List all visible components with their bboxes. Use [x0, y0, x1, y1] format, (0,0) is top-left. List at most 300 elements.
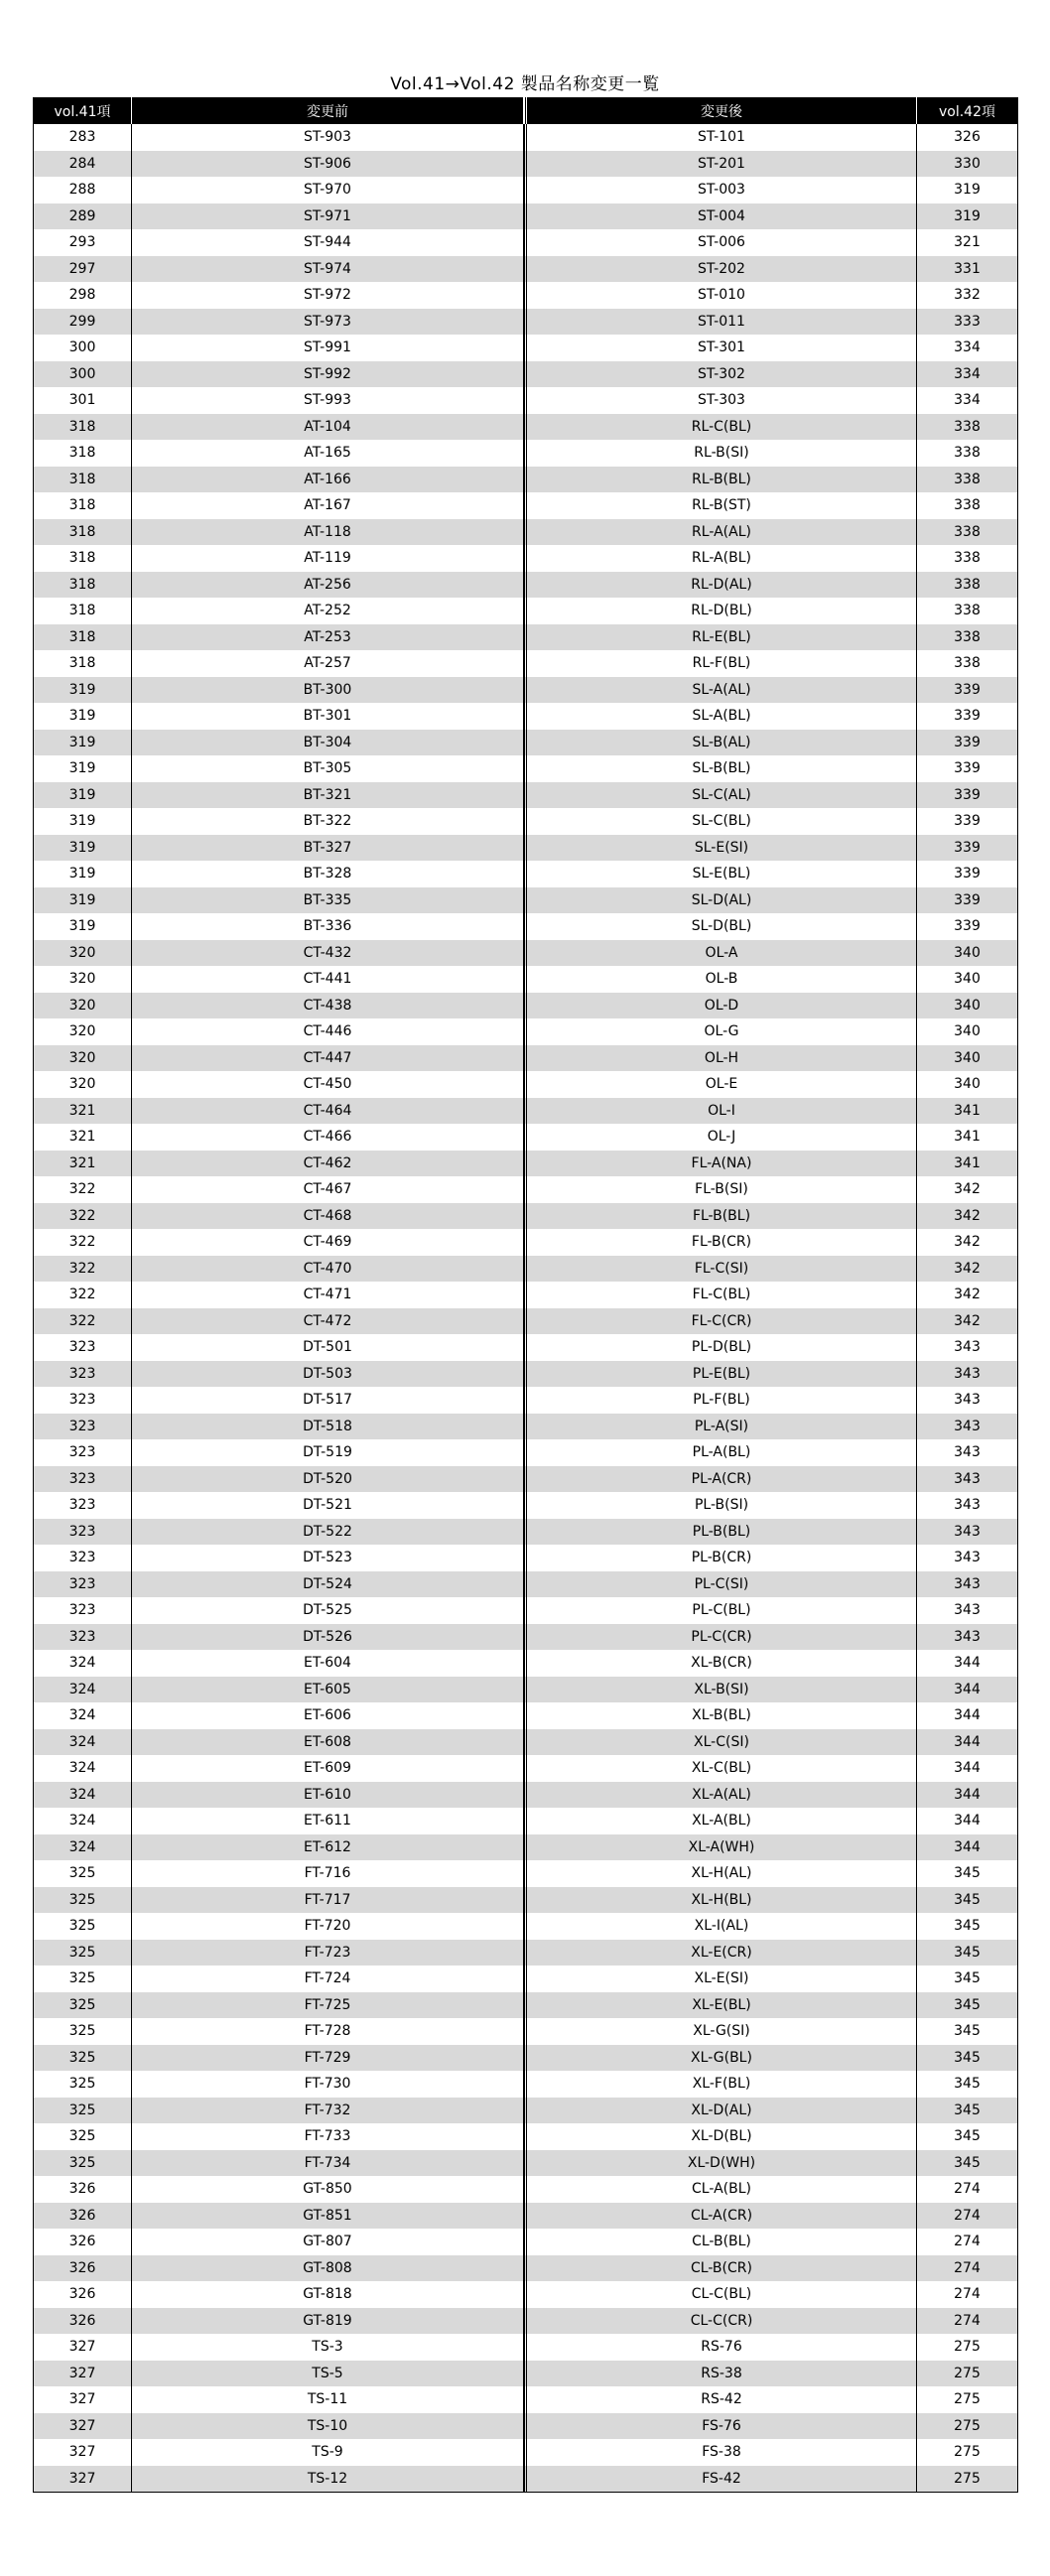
- before-name-cell: AT-253: [132, 624, 524, 651]
- before-name-cell: CT-467: [132, 1176, 524, 1203]
- table-row: [34, 282, 1017, 309]
- after-name-cell: CL-B(CR): [524, 2255, 917, 2282]
- after-name-cell: SL-A(BL): [524, 703, 917, 730]
- table-row: [34, 1282, 1017, 1308]
- table-row: [34, 2334, 1017, 2361]
- table-row: [34, 1018, 1017, 1045]
- after-name-cell: RS-76: [524, 2334, 917, 2361]
- table-row: [34, 2018, 1017, 2045]
- vol42-page-cell: 334: [954, 392, 981, 409]
- table-row: [34, 913, 1017, 940]
- after-name-cell: RL-C(BL): [524, 414, 917, 441]
- after-name-cell: XL-D(WH): [524, 2150, 917, 2177]
- after-name-cell: PL-C(CR): [524, 1624, 917, 1651]
- after-name-cell: FL-A(NA): [524, 1151, 917, 1177]
- vol41-page-cell: 323: [34, 1414, 132, 1440]
- vol41-page-cell: 293: [34, 229, 132, 256]
- vol42-page-cell: 332: [954, 287, 981, 304]
- table-row: [34, 2361, 1017, 2387]
- before-name-cell: TS-11: [132, 2386, 524, 2413]
- table-row: [34, 650, 1017, 677]
- table-row: [34, 1887, 1017, 1914]
- vol41-page-cell: 325: [34, 2123, 132, 2150]
- vol41-page-cell: 327: [34, 2361, 132, 2387]
- table-row: [34, 1098, 1017, 1125]
- vol42-page-cell: 342: [954, 1287, 981, 1303]
- vol42-page-cell: 334: [954, 365, 981, 382]
- vol42-page-cell: 342: [954, 1207, 981, 1224]
- vol41-page-cell: 284: [34, 151, 132, 178]
- table-row: [34, 2255, 1017, 2282]
- vol41-page-cell: 325: [34, 1992, 132, 2019]
- vol42-page-cell: 344: [954, 1786, 981, 1803]
- before-name-cell: BT-301: [132, 703, 524, 730]
- after-name-cell: SL-E(BL): [524, 861, 917, 887]
- vol41-page-cell: 323: [34, 1334, 132, 1361]
- vol41-page-cell: 298: [34, 282, 132, 309]
- vol42-page-cell: 334: [954, 339, 981, 356]
- vol41-page-cell: 320: [34, 1045, 132, 1072]
- vol41-page-cell: 319: [34, 782, 132, 809]
- table-row: [34, 519, 1017, 546]
- vol41-page-cell: 326: [34, 2255, 132, 2282]
- vol41-page-cell: 320: [34, 1071, 132, 1098]
- table-row: [34, 440, 1017, 467]
- after-name-cell: OL-I: [524, 1098, 917, 1125]
- table-row: [34, 1387, 1017, 1414]
- after-name-cell: RL-E(BL): [524, 624, 917, 651]
- vol41-page-cell: 301: [34, 387, 132, 414]
- vol41-page-cell: 321: [34, 1124, 132, 1151]
- before-name-cell: ET-605: [132, 1677, 524, 1703]
- vol42-page-cell: 343: [954, 1418, 981, 1434]
- vol42-page-cell: 319: [954, 182, 981, 199]
- before-name-cell: ST-992: [132, 361, 524, 388]
- table-row: [34, 414, 1017, 441]
- table-row: [34, 1151, 1017, 1177]
- vol41-page-cell: 300: [34, 361, 132, 388]
- vol42-page-cell: 343: [954, 1470, 981, 1487]
- before-name-cell: DT-503: [132, 1361, 524, 1388]
- vol41-page-cell: 319: [34, 677, 132, 704]
- table-body: [34, 124, 1017, 2492]
- vol41-page-cell: 319: [34, 913, 132, 940]
- after-name-cell: OL-G: [524, 1018, 917, 1045]
- vol42-page-cell: 330: [954, 155, 981, 172]
- after-name-cell: XL-E(SI): [524, 1966, 917, 1992]
- table-row: [34, 1702, 1017, 1729]
- before-name-cell: GT-818: [132, 2281, 524, 2308]
- vol41-page-cell: 318: [34, 650, 132, 677]
- before-name-cell: DT-518: [132, 1414, 524, 1440]
- header-vol41-page: vol.41項: [34, 97, 132, 124]
- after-name-cell: XL-D(BL): [524, 2123, 917, 2150]
- vol41-page-cell: 324: [34, 1677, 132, 1703]
- table-row: [34, 2045, 1017, 2072]
- vol41-page-cell: 327: [34, 2386, 132, 2413]
- before-name-cell: CT-432: [132, 940, 524, 967]
- table-row: [34, 1229, 1017, 1256]
- vol42-page-cell: 340: [954, 971, 981, 988]
- after-name-cell: ST-003: [524, 177, 917, 203]
- vol41-page-cell: 318: [34, 598, 132, 624]
- vol42-page-cell: 344: [954, 1681, 981, 1697]
- after-name-cell: RL-B(SI): [524, 440, 917, 467]
- after-name-cell: CL-B(BL): [524, 2229, 917, 2255]
- table-row: [34, 1334, 1017, 1361]
- table-row: [34, 2439, 1017, 2466]
- after-name-cell: ST-301: [524, 335, 917, 361]
- before-name-cell: BT-322: [132, 808, 524, 835]
- vol42-page-cell: 339: [954, 918, 981, 935]
- after-name-cell: OL-J: [524, 1124, 917, 1151]
- table-row: [34, 598, 1017, 624]
- before-name-cell: AT-256: [132, 572, 524, 599]
- before-name-cell: GT-850: [132, 2176, 524, 2203]
- vol42-page-cell: 343: [954, 1392, 981, 1409]
- vol42-page-cell: 340: [954, 1023, 981, 1040]
- before-name-cell: BT-335: [132, 887, 524, 914]
- before-name-cell: GT-819: [132, 2308, 524, 2335]
- after-name-cell: OL-H: [524, 1045, 917, 1072]
- before-name-cell: FT-732: [132, 2098, 524, 2124]
- before-name-cell: DT-501: [132, 1334, 524, 1361]
- before-name-cell: FT-733: [132, 2123, 524, 2150]
- table-row: [34, 1940, 1017, 1966]
- before-name-cell: TS-12: [132, 2466, 524, 2493]
- vol41-page-cell: 318: [34, 545, 132, 572]
- before-name-cell: CT-462: [132, 1151, 524, 1177]
- table-row: [34, 387, 1017, 414]
- before-name-cell: ST-970: [132, 177, 524, 203]
- vol41-page-cell: 323: [34, 1387, 132, 1414]
- table-row: [34, 940, 1017, 967]
- before-name-cell: ET-611: [132, 1808, 524, 1834]
- after-name-cell: SL-B(AL): [524, 730, 917, 756]
- vol42-page-cell: 343: [954, 1497, 981, 1514]
- vol41-page-cell: 325: [34, 1860, 132, 1887]
- table-row: [34, 730, 1017, 756]
- vol42-page-cell: 342: [954, 1260, 981, 1277]
- vol41-page-cell: 320: [34, 966, 132, 993]
- after-name-cell: XL-G(SI): [524, 2018, 917, 2045]
- table-row: [34, 1729, 1017, 1756]
- vol41-page-cell: 325: [34, 1966, 132, 1992]
- table-row: [34, 2413, 1017, 2440]
- vol42-page-cell: 275: [954, 2444, 981, 2461]
- vol41-page-cell: 320: [34, 1018, 132, 1045]
- vol41-page-cell: 327: [34, 2334, 132, 2361]
- after-name-cell: PL-C(SI): [524, 1571, 917, 1598]
- after-name-cell: ST-011: [524, 309, 917, 336]
- table-row: [34, 887, 1017, 914]
- before-name-cell: ST-944: [132, 229, 524, 256]
- vol42-page-cell: 274: [954, 2234, 981, 2250]
- table-row: [34, 2308, 1017, 2335]
- table-row: [34, 1045, 1017, 1072]
- before-name-cell: DT-521: [132, 1492, 524, 1519]
- table-row: [34, 1755, 1017, 1782]
- vol41-page-cell: 323: [34, 1597, 132, 1624]
- after-name-cell: SL-A(AL): [524, 677, 917, 704]
- vol42-page-cell: 274: [954, 2207, 981, 2224]
- vol42-page-cell: 342: [954, 1234, 981, 1251]
- before-name-cell: DT-523: [132, 1545, 524, 1571]
- vol41-page-cell: 289: [34, 203, 132, 230]
- after-name-cell: ST-201: [524, 151, 917, 178]
- vol41-page-cell: 319: [34, 861, 132, 887]
- table-row: [34, 1860, 1017, 1887]
- after-name-cell: FL-C(SI): [524, 1256, 917, 1283]
- vol41-page-cell: 288: [34, 177, 132, 203]
- table-row: [34, 2150, 1017, 2177]
- table-row: [34, 2098, 1017, 2124]
- vol41-page-cell: 321: [34, 1098, 132, 1125]
- vol41-page-cell: 325: [34, 2018, 132, 2045]
- before-name-cell: ST-974: [132, 256, 524, 283]
- vol42-page-cell: 275: [954, 2365, 981, 2381]
- table-row: [34, 361, 1017, 388]
- after-name-cell: SL-D(AL): [524, 887, 917, 914]
- vol41-page-cell: 319: [34, 703, 132, 730]
- vol41-page-cell: 318: [34, 624, 132, 651]
- vol42-page-cell: 341: [954, 1129, 981, 1146]
- table-row: [34, 1545, 1017, 1571]
- table-row: [34, 2123, 1017, 2150]
- vol41-page-cell: 299: [34, 309, 132, 336]
- after-name-cell: SL-C(BL): [524, 808, 917, 835]
- vol42-page-cell: 345: [954, 1865, 981, 1882]
- vol42-page-cell: 338: [954, 497, 981, 514]
- before-name-cell: BT-336: [132, 913, 524, 940]
- vol41-page-cell: 323: [34, 1624, 132, 1651]
- before-name-cell: FT-728: [132, 2018, 524, 2045]
- before-name-cell: AT-166: [132, 467, 524, 493]
- table-row: [34, 1256, 1017, 1283]
- table-row: [34, 1597, 1017, 1624]
- after-name-cell: XL-B(SI): [524, 1677, 917, 1703]
- after-name-cell: PL-C(BL): [524, 1597, 917, 1624]
- vol42-page-cell: 345: [954, 1891, 981, 1908]
- vol42-page-cell: 321: [954, 234, 981, 251]
- vol41-page-cell: 326: [34, 2176, 132, 2203]
- vol41-page-cell: 325: [34, 1940, 132, 1966]
- vol41-page-cell: 325: [34, 2045, 132, 2072]
- vol41-page-cell: 318: [34, 440, 132, 467]
- table-row: [34, 677, 1017, 704]
- before-name-cell: AT-252: [132, 598, 524, 624]
- table-row: [34, 2176, 1017, 2203]
- after-name-cell: PL-D(BL): [524, 1334, 917, 1361]
- after-name-cell: XL-H(BL): [524, 1887, 917, 1914]
- after-name-cell: XL-A(BL): [524, 1808, 917, 1834]
- table-row: [34, 1624, 1017, 1651]
- vol42-page-cell: 343: [954, 1550, 981, 1566]
- vol42-page-cell: 338: [954, 576, 981, 593]
- vol42-page-cell: 338: [954, 445, 981, 462]
- table-row: [34, 1966, 1017, 1992]
- before-name-cell: ET-609: [132, 1755, 524, 1782]
- vol41-page-cell: 326: [34, 2281, 132, 2308]
- vol41-page-cell: 319: [34, 835, 132, 862]
- table-row: [34, 309, 1017, 336]
- header-before-change: 変更前: [132, 97, 524, 124]
- table-row: [34, 2203, 1017, 2230]
- vol42-page-cell: 339: [954, 866, 981, 882]
- before-name-cell: AT-257: [132, 650, 524, 677]
- vol42-page-cell: 344: [954, 1655, 981, 1672]
- before-name-cell: ET-610: [132, 1782, 524, 1809]
- vol42-page-cell: 343: [954, 1628, 981, 1645]
- before-name-cell: AT-165: [132, 440, 524, 467]
- table-row: [34, 151, 1017, 178]
- vol42-page-cell: 338: [954, 628, 981, 645]
- after-name-cell: FL-C(CR): [524, 1308, 917, 1335]
- after-name-cell: FS-76: [524, 2413, 917, 2440]
- vol42-page-cell: 326: [954, 129, 981, 146]
- vol41-page-cell: 318: [34, 467, 132, 493]
- vol41-page-cell: 300: [34, 335, 132, 361]
- table-row: [34, 467, 1017, 493]
- before-name-cell: ST-973: [132, 309, 524, 336]
- vol42-page-cell: 339: [954, 708, 981, 725]
- before-name-cell: DT-524: [132, 1571, 524, 1598]
- before-name-cell: ET-604: [132, 1650, 524, 1677]
- after-name-cell: PL-A(BL): [524, 1439, 917, 1466]
- after-name-cell: XL-C(BL): [524, 1755, 917, 1782]
- vol41-page-cell: 326: [34, 2229, 132, 2255]
- vol41-page-cell: 323: [34, 1361, 132, 1388]
- table-row: [34, 1071, 1017, 1098]
- after-name-cell: CL-A(BL): [524, 2176, 917, 2203]
- before-name-cell: FT-716: [132, 1860, 524, 1887]
- after-name-cell: RL-D(BL): [524, 598, 917, 624]
- after-name-cell: SL-D(BL): [524, 913, 917, 940]
- before-name-cell: ST-971: [132, 203, 524, 230]
- before-name-cell: DT-520: [132, 1466, 524, 1493]
- vol42-page-cell: 343: [954, 1575, 981, 1592]
- after-name-cell: PL-E(BL): [524, 1361, 917, 1388]
- after-name-cell: ST-101: [524, 124, 917, 151]
- before-name-cell: CT-446: [132, 1018, 524, 1045]
- table-row: [34, 966, 1017, 993]
- vol41-page-cell: 318: [34, 519, 132, 546]
- vol41-page-cell: 326: [34, 2308, 132, 2335]
- vol41-page-cell: 325: [34, 1913, 132, 1940]
- after-name-cell: SL-C(AL): [524, 782, 917, 809]
- vol41-page-cell: 321: [34, 1151, 132, 1177]
- table-row: [34, 1913, 1017, 1940]
- after-name-cell: ST-303: [524, 387, 917, 414]
- table-row: [34, 861, 1017, 887]
- vol41-page-cell: 320: [34, 940, 132, 967]
- vol41-page-cell: 318: [34, 572, 132, 599]
- table-row: [34, 492, 1017, 519]
- vol41-page-cell: 327: [34, 2413, 132, 2440]
- table-row: [34, 2466, 1017, 2493]
- table-row: [34, 229, 1017, 256]
- after-name-cell: PL-B(BL): [524, 1519, 917, 1546]
- after-name-cell: XL-H(AL): [524, 1860, 917, 1887]
- before-name-cell: CT-447: [132, 1045, 524, 1072]
- vol42-page-cell: 275: [954, 2339, 981, 2356]
- before-name-cell: BT-321: [132, 782, 524, 809]
- after-name-cell: PL-B(CR): [524, 1545, 917, 1571]
- after-name-cell: RL-B(BL): [524, 467, 917, 493]
- before-name-cell: AT-119: [132, 545, 524, 572]
- after-name-cell: CL-A(CR): [524, 2203, 917, 2230]
- vol41-page-cell: 322: [34, 1256, 132, 1283]
- before-name-cell: TS-3: [132, 2334, 524, 2361]
- table-row: [34, 703, 1017, 730]
- table-row: [34, 1308, 1017, 1335]
- after-name-cell: FL-B(CR): [524, 1229, 917, 1256]
- after-name-cell: ST-010: [524, 282, 917, 309]
- vol41-page-cell: 325: [34, 2071, 132, 2098]
- before-name-cell: TS-10: [132, 2413, 524, 2440]
- vol42-page-cell: 275: [954, 2417, 981, 2434]
- vol42-page-cell: 344: [954, 1760, 981, 1777]
- vol41-page-cell: 323: [34, 1492, 132, 1519]
- vol42-page-cell: 339: [954, 760, 981, 777]
- vol42-page-cell: 340: [954, 1049, 981, 1066]
- before-name-cell: DT-525: [132, 1597, 524, 1624]
- vol41-page-cell: 322: [34, 1176, 132, 1203]
- after-name-cell: ST-006: [524, 229, 917, 256]
- vol41-page-cell: 326: [34, 2203, 132, 2230]
- after-name-cell: CL-C(BL): [524, 2281, 917, 2308]
- vol42-page-cell: 345: [954, 1918, 981, 1935]
- vol42-page-cell: 345: [954, 1996, 981, 2013]
- vol41-page-cell: 322: [34, 1308, 132, 1335]
- vol41-page-cell: 325: [34, 1887, 132, 1914]
- table-row: [34, 1782, 1017, 1809]
- vol41-page-cell: 322: [34, 1282, 132, 1308]
- after-name-cell: RL-A(BL): [524, 545, 917, 572]
- vol42-page-cell: 345: [954, 2023, 981, 2040]
- page-title: Vol.41→Vol.42 製品名称変更一覧: [390, 74, 660, 94]
- before-name-cell: DT-522: [132, 1519, 524, 1546]
- after-name-cell: SL-B(BL): [524, 755, 917, 782]
- before-name-cell: DT-526: [132, 1624, 524, 1651]
- vol42-page-cell: 275: [954, 2470, 981, 2487]
- table-row: [34, 1519, 1017, 1546]
- before-name-cell: ET-608: [132, 1729, 524, 1756]
- after-name-cell: OL-A: [524, 940, 917, 967]
- before-name-cell: BT-300: [132, 677, 524, 704]
- vol42-page-cell: 343: [954, 1602, 981, 1619]
- after-name-cell: XL-B(CR): [524, 1650, 917, 1677]
- before-name-cell: FT-724: [132, 1966, 524, 1992]
- before-name-cell: GT-807: [132, 2229, 524, 2255]
- table-row: [34, 256, 1017, 283]
- table-row: [34, 1650, 1017, 1677]
- after-name-cell: OL-B: [524, 966, 917, 993]
- after-name-cell: FL-B(SI): [524, 1176, 917, 1203]
- table-row: [34, 1834, 1017, 1861]
- vol42-page-cell: 340: [954, 997, 981, 1014]
- vol41-page-cell: 283: [34, 124, 132, 151]
- before-name-cell: AT-104: [132, 414, 524, 441]
- before-name-cell: FT-720: [132, 1913, 524, 1940]
- table-row: [34, 1571, 1017, 1598]
- after-name-cell: PL-F(BL): [524, 1387, 917, 1414]
- table-row: [34, 2229, 1017, 2255]
- vol42-page-cell: 338: [954, 418, 981, 435]
- before-name-cell: ST-991: [132, 335, 524, 361]
- after-name-cell: XL-C(SI): [524, 1729, 917, 1756]
- table-row: [34, 624, 1017, 651]
